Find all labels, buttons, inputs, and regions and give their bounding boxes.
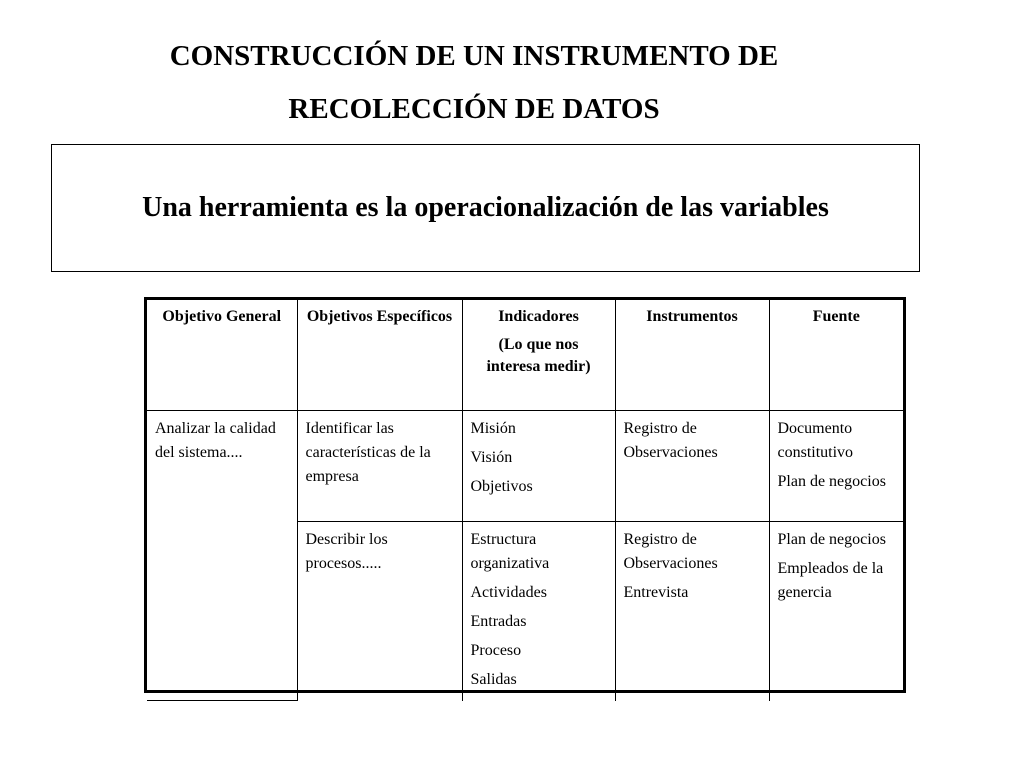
- table-row: [147, 410, 903, 521]
- page-title: [0, 30, 948, 136]
- subtitle-text: Una herramienta es la operacionalización de las variables: [142, 192, 829, 223]
- header-fuente: Fuente: [769, 300, 903, 410]
- header-objetivos-especificos: Objetivos Específicos: [297, 300, 462, 410]
- header-indicadores: [462, 300, 615, 410]
- source-item: Empleados de la genercia: [777, 559, 884, 601]
- cell-objetivo-especifico: Describir los procesos.....: [297, 521, 462, 701]
- instrument-item: Registro de Observaciones: [623, 530, 718, 572]
- source-item: Plan de negocios: [777, 472, 886, 490]
- cell-objetivo-general: Analizar la calidad del sistema....: [147, 410, 297, 701]
- subtitle-box: [51, 144, 920, 272]
- indicator-item: Objetivos: [470, 477, 533, 495]
- cell-objetivo-especifico: Identificar las características de la empresa: [297, 410, 462, 521]
- instrument-item: Registro de Observaciones: [623, 419, 718, 461]
- cell-fuente: [769, 521, 903, 701]
- header-indicadores-note: (Lo que nos interesa medir): [486, 336, 591, 375]
- instrument-item: Entrevista: [623, 583, 689, 601]
- indicator-item: Visión: [470, 448, 513, 466]
- table-header-row: [147, 300, 903, 410]
- operationalization-table-grid: [147, 300, 903, 701]
- page-title-line-1: CONSTRUCCIÓN DE UN INSTRUMENTO DE: [169, 40, 779, 72]
- indicator-item: Entradas: [470, 612, 527, 630]
- header-objetivo-general: Objetivo General: [147, 300, 297, 410]
- cell-indicadores: [462, 521, 615, 701]
- indicator-item: Proceso: [470, 641, 522, 659]
- cell-indicadores: [462, 410, 615, 521]
- indicator-item: Estructura organizativa: [470, 530, 550, 572]
- page-title-line-2: RECOLECCIÓN DE DATOS: [288, 93, 660, 125]
- source-item: Plan de negocios: [777, 530, 886, 548]
- indicator-item: Actividades: [470, 583, 547, 601]
- cell-fuente: [769, 410, 903, 521]
- header-instrumentos: Instrumentos: [615, 300, 769, 410]
- header-indicadores-label: Indicadores: [498, 308, 579, 325]
- indicator-item: Misión: [470, 419, 516, 437]
- cell-instrumentos: [615, 410, 769, 521]
- operationalization-table: [144, 297, 906, 693]
- cell-instrumentos: [615, 521, 769, 701]
- indicator-item: Salidas: [470, 670, 517, 688]
- source-item: Documento constitutivo: [777, 419, 854, 461]
